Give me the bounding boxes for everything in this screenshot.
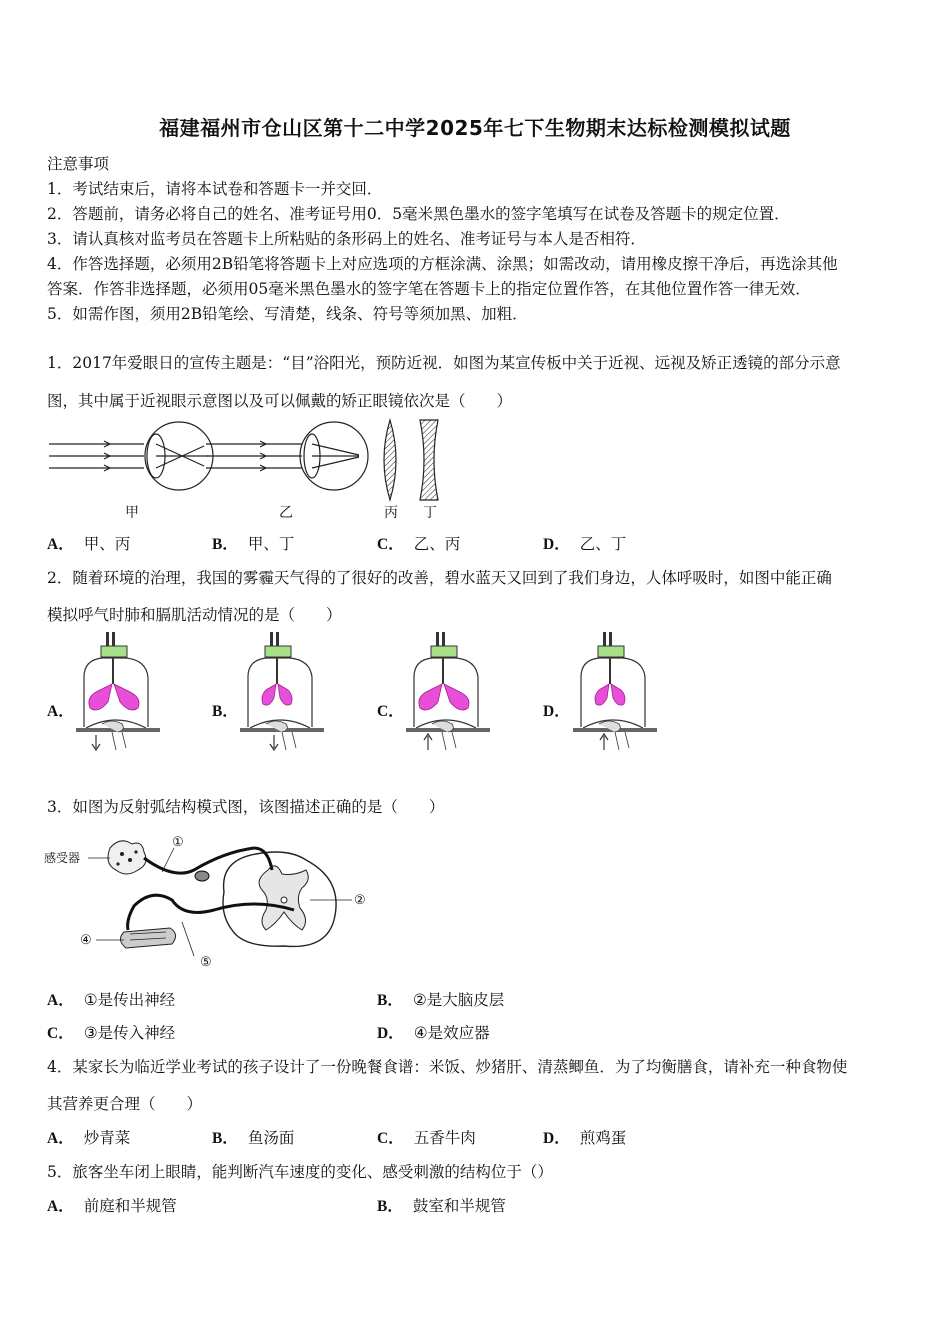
q1-stem-line1: 1．2017年爱眼日的宣传主题是：“目”浴阳光，预防近视．如图为某宣传板中关于近视、远视及矫正透镜的部分示意 bbox=[47, 354, 841, 372]
eye-jia-diagram bbox=[49, 422, 213, 490]
q4-stem-line1: 4．某家长为临近学业考试的孩子设计了一份晚餐食谱：米饭、炒猪肝、清蒸鲫鱼．为了均衡膳食，请补充一种食物使 bbox=[47, 1058, 848, 1076]
bell-jar-b bbox=[238, 632, 330, 756]
q5-stem: 5．旅客坐车闭上眼睛，能判断汽车速度的变化、感受刺激的结构位于（） bbox=[47, 1163, 553, 1181]
notice-item: 1．考试结束后，请将本试卷和答题卡一并交回． bbox=[47, 180, 383, 198]
q2-option-d[interactable]: D． bbox=[543, 703, 570, 720]
notice-item: 4．作答选择题，必须用2B铅笔将答题卡上对应选项的方框涂满、涂黑；如需改动，请用橡皮擦干净后，再选涂其他 bbox=[47, 255, 838, 273]
reflex-arc-diagram bbox=[44, 830, 384, 972]
q4-option-c[interactable]: C． 五香牛肉 bbox=[377, 1129, 476, 1147]
q1-option-b[interactable]: B． 甲、丁 bbox=[212, 535, 295, 553]
q3-stem: 3．如图为反射弧结构模式图，该图描述正确的是（ ） bbox=[47, 798, 445, 816]
label-1: ① bbox=[172, 835, 184, 850]
q2-option-b[interactable]: B． bbox=[212, 703, 238, 720]
q2-stem-line1: 2．随着环境的治理，我国的雾霾天气得的了很好的改善，碧水蓝天又回到了我们身边，人体呼吸时，如图中能正确 bbox=[47, 569, 832, 587]
concave-lens bbox=[420, 420, 438, 500]
q3-option-d[interactable]: D． ④是效应器 bbox=[377, 1024, 490, 1042]
q4-option-b[interactable]: B． 鱼汤面 bbox=[212, 1129, 295, 1147]
q4-option-d[interactable]: D． 煎鸡蛋 bbox=[543, 1129, 627, 1147]
q3-option-c[interactable]: C． ③是传入神经 bbox=[47, 1024, 176, 1042]
fig-label-bing: 丙 bbox=[384, 505, 398, 521]
q4-stem-line2: 其营养更合理（ ） bbox=[47, 1095, 203, 1113]
q3-option-b[interactable]: B． ②是大脑皮层 bbox=[377, 991, 505, 1009]
convex-lens bbox=[384, 420, 396, 500]
bell-jar-d bbox=[571, 632, 663, 756]
label-4: ④ bbox=[80, 933, 92, 948]
q2-option-c[interactable]: C． bbox=[377, 703, 404, 720]
q1-option-c[interactable]: C． 乙、丙 bbox=[377, 535, 461, 553]
q2-stem-line2: 模拟呼气时肺和膈肌活动情况的是（ ） bbox=[47, 606, 342, 624]
q3-option-a[interactable]: A． ①是传出神经 bbox=[47, 991, 176, 1009]
fig-label-jia: 甲 bbox=[125, 505, 139, 521]
notice-item: 2．答题前，请务必将自己的姓名、准考证号用0．5毫米黑色墨水的签字笔填写在试卷及答题卡的规定位置． bbox=[47, 205, 790, 223]
notice-item: 3．请认真核对监考员在答题卡上所粘贴的条形码上的姓名、准考证号与本人是否相符． bbox=[47, 230, 646, 248]
label-5: ⑤ bbox=[200, 955, 212, 970]
page-title: 福建福州市仓山区第十二中学2025年七下生物期末达标检测模拟试题 bbox=[159, 116, 791, 140]
fig-label-ding: 丁 bbox=[423, 505, 437, 521]
q5-option-a[interactable]: A． 前庭和半规管 bbox=[47, 1197, 177, 1215]
receptor-label: 感受器 bbox=[44, 851, 81, 865]
q5-option-b[interactable]: B． 鼓室和半规管 bbox=[377, 1197, 506, 1215]
q1-lenses bbox=[376, 418, 446, 502]
label-2: ② bbox=[354, 893, 366, 908]
q1-option-d[interactable]: D． 乙、丁 bbox=[543, 535, 627, 553]
q1-option-a[interactable]: A． 甲、丙 bbox=[47, 535, 131, 553]
q2-option-a[interactable]: A． bbox=[47, 703, 74, 720]
q1-stem-line2: 图，其中属于近视眼示意图以及可以佩戴的矫正眼镜依次是（ ） bbox=[47, 392, 513, 410]
bell-jar-a bbox=[74, 632, 166, 756]
notice-item: 5．如需作图，须用2B铅笔绘、写清楚，线条、符号等须加黑、加粗． bbox=[47, 305, 528, 323]
eye-yi-diagram bbox=[206, 422, 368, 490]
notice-item: 答案．作答非选择题，必须用05毫米黑色墨水的签字笔在答题卡上的指定位置作答，在其他位置作答一律无效． bbox=[47, 280, 811, 298]
bell-jar-c bbox=[404, 632, 496, 756]
fig-label-yi: 乙 bbox=[279, 505, 293, 521]
q4-option-a[interactable]: A． 炒青菜 bbox=[47, 1129, 131, 1147]
notice-heading: 注意事项 bbox=[47, 155, 110, 173]
